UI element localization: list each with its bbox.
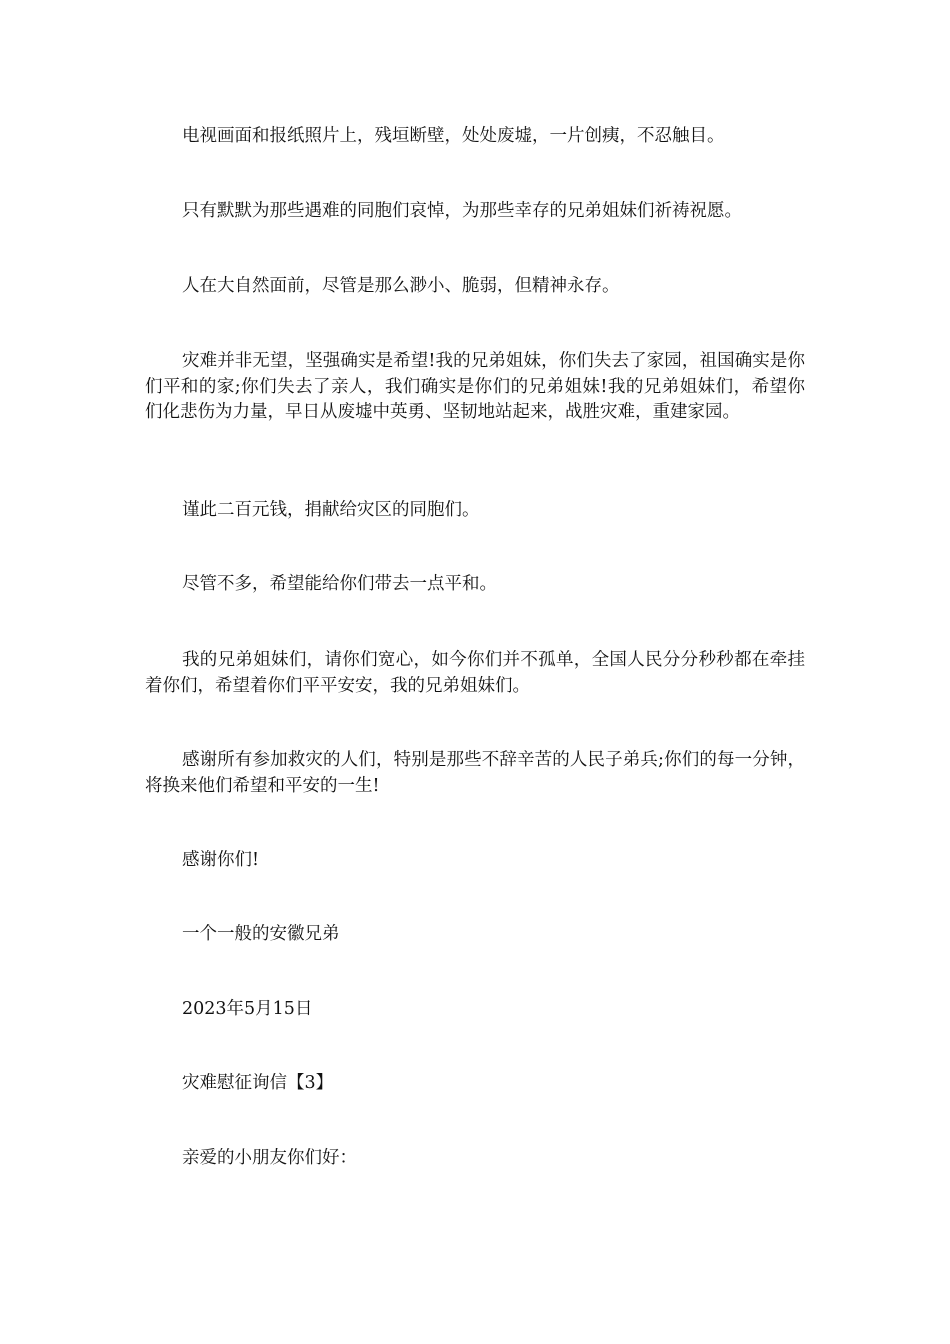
paragraph-donation: 谨此二百元钱，捐献给灾区的同胞们。: [182, 500, 480, 520]
paragraph-peace: 尽管不多，希望能给你们带去一点平和。: [182, 574, 497, 594]
paragraph-not-alone: 我的兄弟姐妹们，请你们宽心，如今你们并不孤单，全国人民分分秒秒都在牵挂着你们，希望着你们平平安安，我的兄弟姐妹们。: [145, 650, 805, 696]
paragraph-mourning: 只有默默为那些遇难的同胞们哀悼，为那些幸存的兄弟姐妹们祈祷祝愿。: [182, 201, 742, 221]
paragraph-tv-scenes: 电视画面和报纸照片上，残垣断壁，处处废墟，一片创痍，不忍触目。: [182, 126, 725, 146]
signature: 一个一般的安徽兄弟: [182, 924, 340, 944]
paragraph-thanks-rescuers: 感谢所有参加救灾的人们，特别是那些不辞辛苦的人民子弟兵;你们的每一分钟，将换来他们希望和平安的一生!: [145, 750, 805, 796]
paragraph-hope: 灾难并非无望，坚强确实是希望!我的兄弟姐妹，你们失去了家园，祖国确实是你们平和的家;你们失去了亲人，我们确实是你们的兄弟姐妹!我的兄弟姐妹们，希望你们化悲伤为力量，早日从废墟中英勇、坚韧地站起来，战胜灾难，重建家园。: [145, 351, 805, 422]
letter-greeting: 亲爱的小朋友你们好：: [182, 1148, 357, 1168]
letter-date: 2023年5月15日: [182, 999, 313, 1019]
paragraph-thank-you: 感谢你们!: [182, 850, 260, 870]
letter-heading: 灾难慰征询信【3】: [182, 1073, 334, 1093]
paragraph-spirit: 人在大自然面前，尽管是那么渺小、脆弱，但精神永存。: [182, 276, 620, 296]
